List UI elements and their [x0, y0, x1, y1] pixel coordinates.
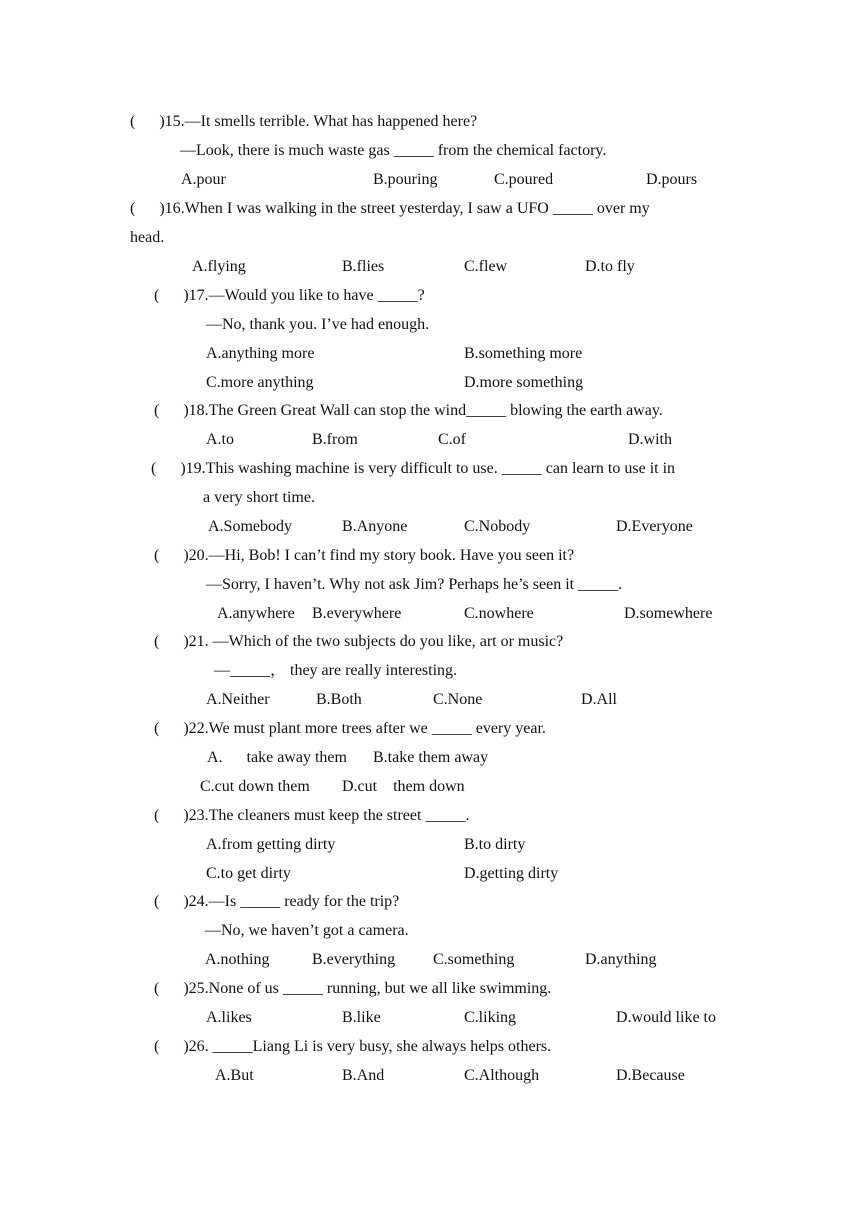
q24-stem: ( )24.—Is _____ ready for the trip?: [154, 893, 400, 910]
q22-option-c: C.cut down them: [200, 778, 310, 795]
q21-option-d: D.All: [581, 691, 617, 708]
q26-option-b: B.And: [342, 1067, 385, 1084]
q24-stem-reply: —No, we haven’t got a camera.: [205, 922, 409, 939]
q18-option-c: C.of: [438, 431, 466, 448]
q24-option-b: B.everything: [312, 951, 396, 968]
q20-stem: ( )20.—Hi, Bob! I can’t find my story book. Have you seen it?: [154, 547, 575, 564]
q25-option-c: C.liking: [464, 1009, 517, 1026]
q23-option-c: C.to get dirty: [206, 865, 291, 882]
q15-stem-reply: —Look, there is much waste gas _____ from the chemical factory.: [180, 142, 607, 159]
q22-option-d: D.cut them down: [342, 778, 465, 795]
q20-option-d: D.somewhere: [624, 605, 713, 622]
q23-option-b: B.to dirty: [464, 836, 526, 853]
q15-option-a: A.pour: [181, 171, 226, 188]
q15-option-d: D.pours: [646, 171, 698, 188]
q18-stem: ( )18.The Green Great Wall can stop the wind_____ blowing the earth away.: [154, 402, 663, 419]
q16-stem: ( )16.When I was walking in the street yesterday, I saw a UFO _____ over my: [130, 200, 650, 217]
q20-option-b: B.everywhere: [312, 605, 402, 622]
q19-stem: ( )19.This washing machine is very difficult to use. _____ can learn to use it in: [151, 460, 676, 477]
q15-option-c: C.poured: [494, 171, 554, 188]
q18-option-d: D.with: [628, 431, 672, 448]
q15-option-b: B.pouring: [373, 171, 438, 188]
q17-stem: ( )17.—Would you like to have _____?: [154, 287, 425, 304]
q16-option-a: A.flying: [192, 258, 246, 275]
q21-option-c: C.None: [433, 691, 483, 708]
q16-stem-continued: head.: [130, 229, 165, 246]
q17-option-a: A.anything more: [206, 345, 315, 362]
q26-option-d: D.Because: [616, 1067, 685, 1084]
q20-stem-reply: —Sorry, I haven’t. Why not ask Jim? Perhaps he’s seen it _____.: [206, 576, 623, 593]
q25-stem: ( )25.None of us _____ running, but we all like swimming.: [154, 980, 552, 997]
q19-option-a: A.Somebody: [208, 518, 292, 535]
q24-option-a: A.nothing: [205, 951, 270, 968]
q25-option-a: A.likes: [206, 1009, 252, 1026]
q26-option-a: A.But: [215, 1067, 254, 1084]
q21-stem: ( )21. —Which of the two subjects do you like, art or music?: [154, 633, 564, 650]
q26-option-c: C.Although: [464, 1067, 540, 1084]
q18-option-a: A.to: [206, 431, 234, 448]
q25-option-b: B.like: [342, 1009, 381, 1026]
q26-stem: ( )26. _____Liang Li is very busy, she always helps others.: [154, 1038, 552, 1055]
q23-option-d: D.getting dirty: [464, 865, 559, 882]
q17-option-c: C.more anything: [206, 374, 314, 391]
q17-option-d: D.more something: [464, 374, 584, 391]
q16-option-d: D.to fly: [585, 258, 635, 275]
q22-option-b: B.take them away: [373, 749, 489, 766]
q25-option-d: D.would like to: [616, 1009, 716, 1026]
q20-option-a: A.anywhere: [217, 605, 295, 622]
q18-option-b: B.from: [312, 431, 358, 448]
q22-option-a: A. take away them: [207, 749, 347, 766]
q19-stem-continued: a very short time.: [203, 489, 315, 506]
q21-option-a: A.Neither: [206, 691, 270, 708]
q24-option-c: C.something: [433, 951, 515, 968]
q23-stem: ( )23.The cleaners must keep the street _____.: [154, 807, 470, 824]
q22-stem: ( )22.We must plant more trees after we _____ every year.: [154, 720, 546, 737]
q19-option-b: B.Anyone: [342, 518, 408, 535]
q16-option-b: B.flies: [342, 258, 385, 275]
q21-stem-reply: —_____， they are really interesting.: [214, 662, 458, 679]
q21-option-b: B.Both: [316, 691, 362, 708]
q20-option-c: C.nowhere: [464, 605, 534, 622]
q17-option-b: B.something more: [464, 345, 583, 362]
q24-option-d: D.anything: [585, 951, 657, 968]
q17-stem-reply: —No, thank you. I’ve had enough.: [206, 316, 430, 333]
q23-option-a: A.from getting dirty: [206, 836, 336, 853]
q16-option-c: C.flew: [464, 258, 508, 275]
q15-stem: ( )15.—It smells terrible. What has happened here?: [130, 113, 478, 130]
q19-option-c: C.Nobody: [464, 518, 531, 535]
q19-option-d: D.Everyone: [616, 518, 693, 535]
